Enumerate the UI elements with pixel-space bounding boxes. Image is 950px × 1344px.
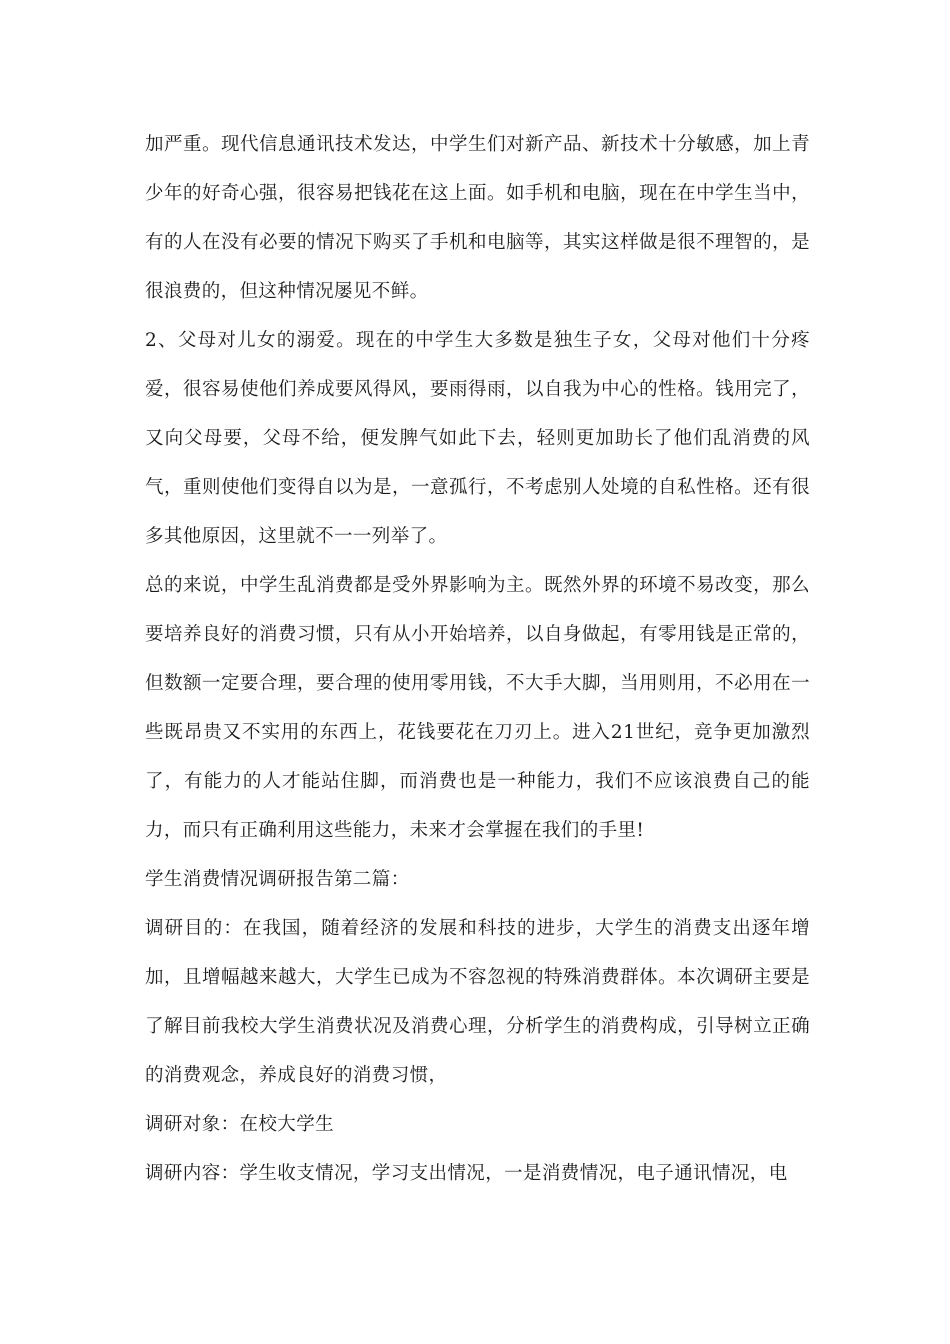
paragraph-research-content: 调研内容：学生收支情况，学习支出情况，一是消费情况，电子通讯情况，电 [145,1163,788,1184]
paragraph-research-subject: 调研对象：在校大学生 [145,1114,335,1135]
paragraph-conclusion: 总的来说，中学生乱消费都是受外界影响为主。既然外界的环境不易改变，那么要培养良好的消费习惯，只有从小开始培养，以自身做起，有零用钱是正常的，但数额一定要合理，要合理的使用零用钱，不大手大脚，当用则用，不必用在一些既昂贵又不实用的东西上，花钱要花在刀刃上。进入21世纪，竞争更加激烈了，有能力的人才能站住脚，而消费也是一种能力，我们不应该浪费自己的能力，而只有正确利用这些能力，未来才会掌握在我们的手里! [145,575,810,841]
section-heading-second-report: 学生消费情况调研报告第二篇： [145,869,410,890]
paragraph-parental-doting: 2、父母对儿女的溺爱。现在的中学生大多数是独生子女，父母对他们十分疼爱，很容易使他们养成要风得风，要雨得雨，以自我为中心的性格。钱用完了，又向父母要，父母不给，便发脾气如此下去，轻则更加助长了他们乱消费的风气，重则使他们变得自以为是，一意孤行，不考虑别人处境的自私性格。还有很多其他原因，这里就不一一列举了。 [145,330,810,547]
document-body [145,120,810,1198]
paragraph-research-purpose: 调研目的：在我国，随着经济的发展和科技的进步，大学生的消费支出逐年增加，且增幅越来越大，大学生已成为不容忽视的特殊消费群体。本次调研主要是了解目前我校大学生消费状况及消费心理，分析学生的消费构成，引导树立正确的消费观念，养成良好的消费习惯， [145,918,810,1086]
paragraph-consumption-tech: 加严重。现代信息通讯技术发达，中学生们对新产品、新技术十分敏感，加上青少年的好奇心强，很容易把钱花在这上面。如手机和电脑，现在在中学生当中，有的人在没有必要的情况下购买了手机和电脑等，其实这样做是很不理智的，是很浪费的，但这种情况屡见不鲜。 [145,134,810,302]
